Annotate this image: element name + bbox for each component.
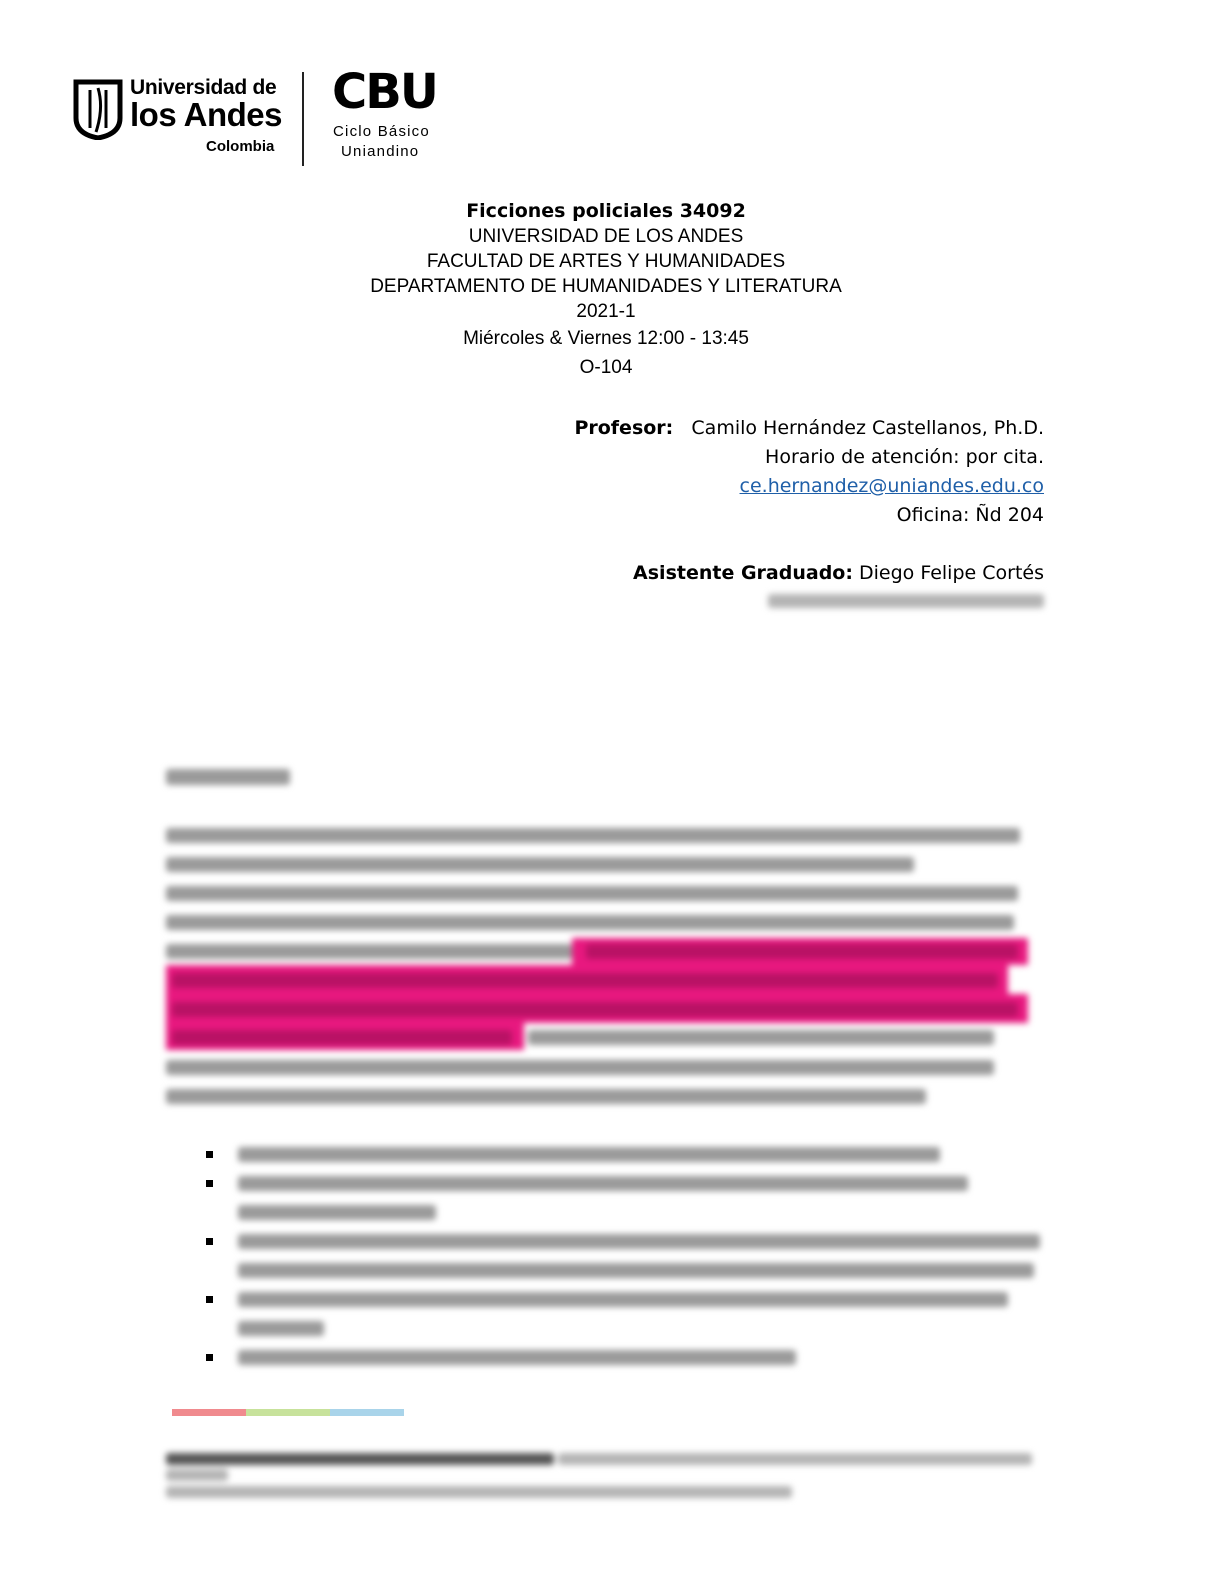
logo-divider bbox=[302, 72, 304, 166]
square-bullet-icon bbox=[206, 1354, 213, 1361]
assistant-name: Diego Felipe Cortés bbox=[859, 562, 1044, 584]
cbu-line-uniandino: Uniandino bbox=[341, 143, 420, 160]
class-schedule: Miércoles & Viernes 12:00 - 13:45 bbox=[463, 328, 749, 349]
contact-block bbox=[574, 414, 1044, 588]
square-bullet-icon bbox=[206, 1151, 213, 1158]
professor-name: Camilo Hernández Castellanos, Ph.D. bbox=[691, 417, 1044, 439]
office-location: Oficina: Ñd 204 bbox=[896, 504, 1044, 526]
cbu-mark: CBU bbox=[332, 64, 437, 120]
logo-line-universidad: Universidad de bbox=[130, 76, 277, 99]
professor-label: Profesor: bbox=[574, 417, 674, 439]
assistant-label: Asistente Graduado: bbox=[633, 562, 853, 584]
document-header bbox=[0, 198, 1212, 382]
square-bullet-icon bbox=[206, 1180, 213, 1187]
assistant-row bbox=[574, 559, 1044, 588]
footer-bar-green bbox=[246, 1409, 330, 1416]
square-bullet-icon bbox=[206, 1238, 213, 1245]
office-hours: Horario de atención: por cita. bbox=[765, 446, 1044, 468]
shield-seal-icon bbox=[72, 78, 124, 140]
professor-row bbox=[574, 414, 1044, 443]
course-title: Ficciones policiales 34092 bbox=[466, 200, 746, 222]
logo-line-los-andes: los Andes bbox=[130, 96, 282, 133]
square-bullet-icon bbox=[206, 1296, 213, 1303]
classroom: O-104 bbox=[579, 357, 633, 378]
footer-bar-blue bbox=[330, 1409, 404, 1416]
universidad-de-los-andes-logo bbox=[72, 76, 282, 162]
logo-line-colombia: Colombia bbox=[206, 138, 275, 155]
footer-bar-red bbox=[172, 1409, 246, 1416]
faculty-name: FACULTAD DE ARTES Y HUMANIDADES bbox=[426, 251, 786, 272]
department-name: DEPARTAMENTO DE HUMANIDADES Y LITERATURA bbox=[370, 276, 842, 297]
professor-email-link[interactable]: ce.hernandez@uniandes.edu.co bbox=[739, 475, 1044, 497]
term: 2021-1 bbox=[576, 301, 636, 322]
cbu-line-ciclo-basico: Ciclo Básico bbox=[333, 123, 430, 140]
university-name: UNIVERSIDAD DE LOS ANDES bbox=[468, 226, 744, 247]
cbu-logo bbox=[332, 64, 442, 164]
